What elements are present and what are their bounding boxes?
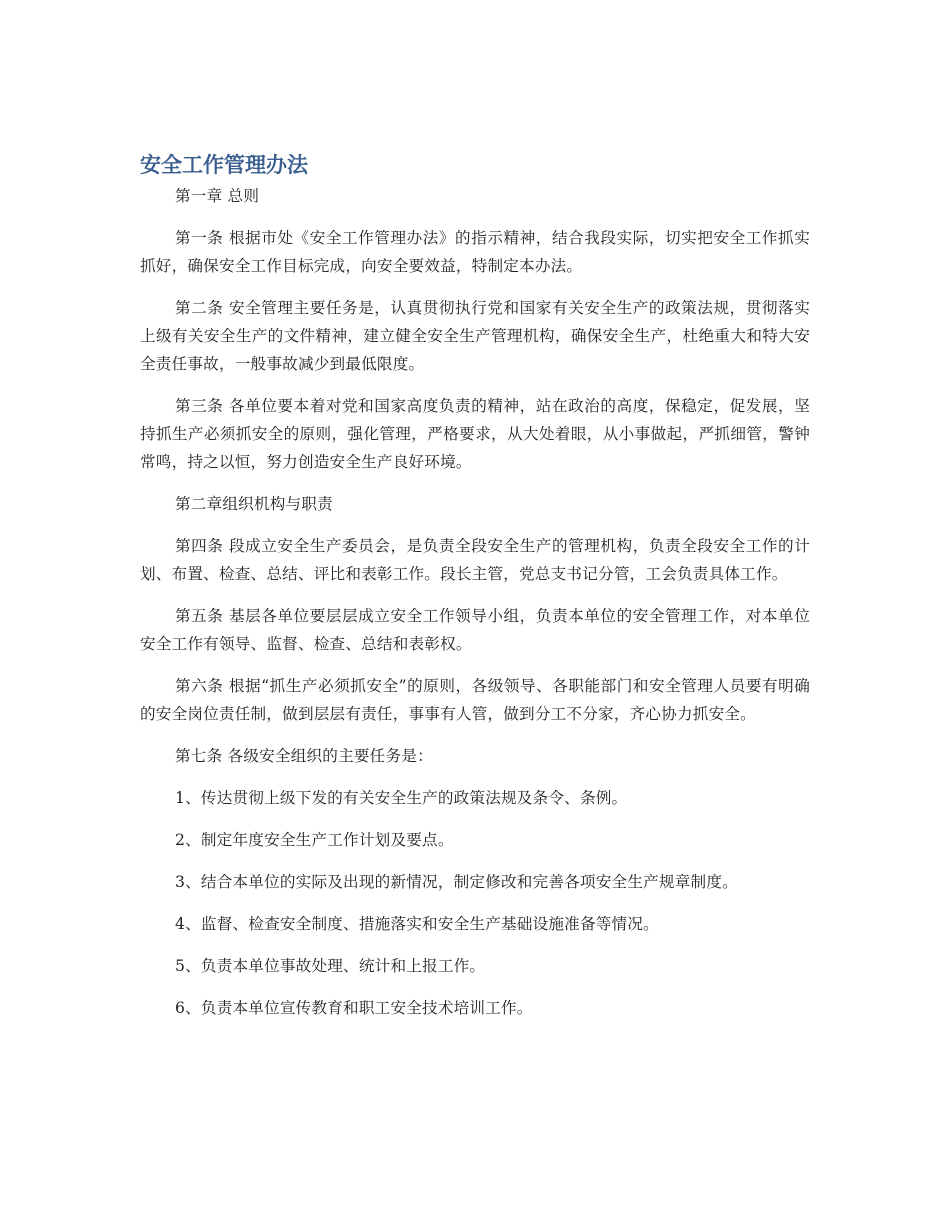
list-item: 5、负责本单位事故处理、统计和上报工作。 xyxy=(175,957,486,975)
article-paragraph: 第一条 根据市处《安全工作管理办法》的指示精神，结合我段实际，切实把安全工作抓实抓好，确保安全工作目标完成，向安全要效益，特制定本办法。 xyxy=(140,229,810,275)
chapter-heading: 第一章 总则 xyxy=(175,187,260,205)
article-paragraph: 第五条 基层各单位要层层成立安全工作领导小组，负责本单位的安全管理工作，对本单位安全工作有领导、监督、检查、总结和表彰权。 xyxy=(140,607,810,653)
article-paragraph: 第二条 安全管理主要任务是，认真贯彻执行党和国家有关安全生产的政策法规，贯彻落实上级有关安全生产的文件精神，建立健全安全生产管理机构，确保安全生产，杜绝重大和特大安全责任事故，一般事故减少到最低限度。 xyxy=(140,299,810,373)
list-item: 6、负责本单位宣传教育和职工安全技术培训工作。 xyxy=(175,999,533,1017)
article-paragraph: 第四条 段成立安全生产委员会，是负责全段安全生产的管理机构，负责全段安全工作的计划、布置、检查、总结、评比和表彰工作。段长主管，党总支书记分管，工会负责具体工作。 xyxy=(140,537,810,583)
list-item: 2、制定年度安全生产工作计划及要点。 xyxy=(175,831,454,849)
article-paragraph: 第三条 各单位要本着对党和国家高度负责的精神，站在政治的高度，保稳定，促发展，坚持抓生产必须抓安全的原则，强化管理，严格要求，从大处着眼，从小事做起，严抓细管，警钟常鸣，持之以恒，努力创造安全生产良好环境。 xyxy=(140,397,810,471)
document-title: 安全工作管理办法 xyxy=(140,153,308,177)
document-body xyxy=(140,182,810,1036)
list-item: 3、结合本单位的实际及出现的新情况，制定修改和完善各项安全生产规章制度。 xyxy=(175,873,738,891)
article-paragraph: 第六条 根据“抓生产必须抓安全”的原则，各级领导、各职能部门和安全管理人员要有明确的安全岗位责任制，做到层层有责任，事事有人管，做到分工不分家，齐心协力抓安全。 xyxy=(140,677,810,723)
list-item: 4、监督、检查安全制度、措施落实和安全生产基础设施准备等情况。 xyxy=(175,915,659,933)
chapter-heading: 第二章组织机构与职责 xyxy=(175,495,333,513)
list-item: 1、传达贯彻上级下发的有关安全生产的政策法规及条令、条例。 xyxy=(175,789,628,807)
article-paragraph: 第七条 各级安全组织的主要任务是： xyxy=(175,747,433,765)
